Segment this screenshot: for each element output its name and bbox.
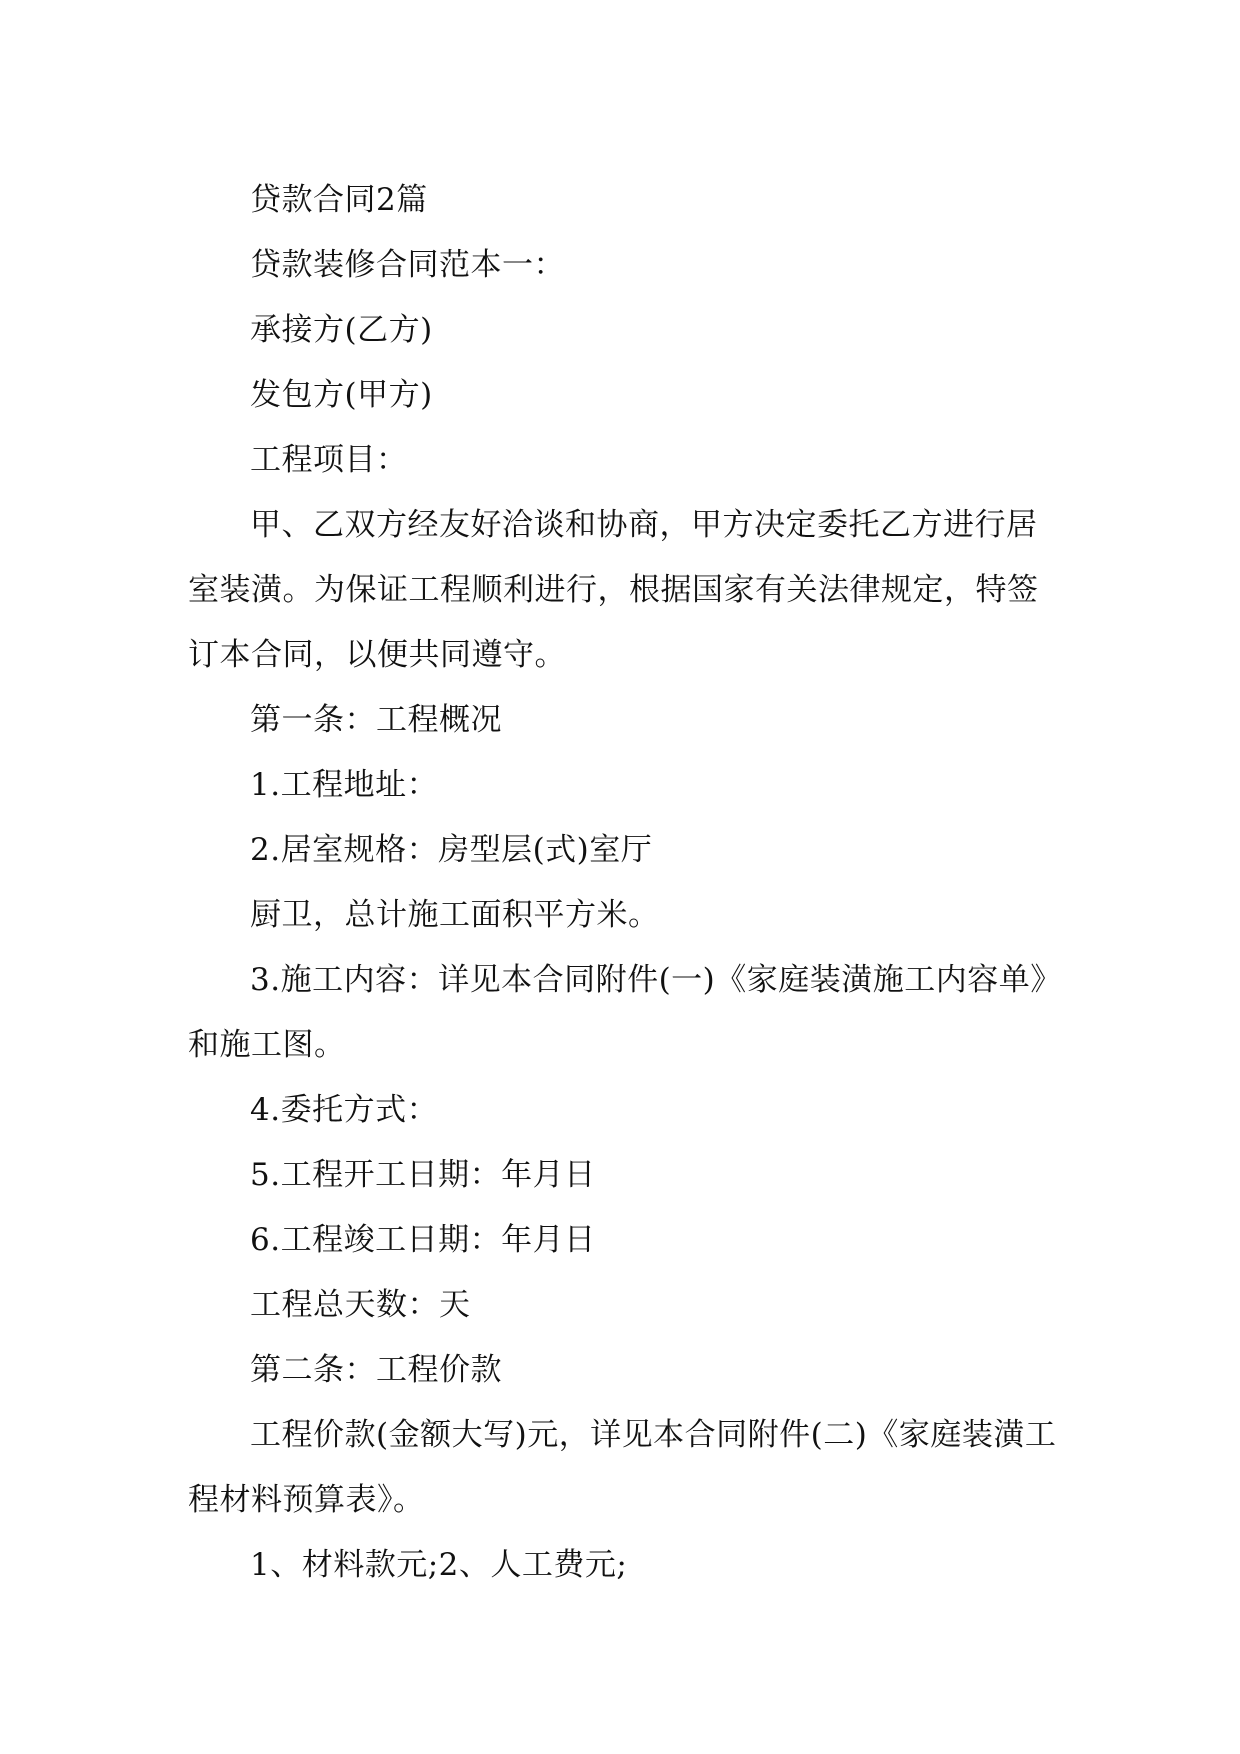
project-price-paragraph: 工程价款(金额大写)元，详见本合同附件(二)《家庭装潢工程材料预算表》。 [188, 1417, 1057, 1518]
item-room-spec: 2.居室规格：房型层(式)室厅 [250, 832, 653, 868]
total-days: 工程总天数：天 [250, 1287, 471, 1323]
contract-subtitle: 贷款装修合同范本一： [250, 247, 565, 283]
article-two-heading: 第二条：工程价款 [250, 1352, 502, 1388]
item-commission-method: 4.委托方式： [250, 1092, 439, 1128]
item-room-spec-continued: 厨卫，总计施工面积平方米。 [250, 897, 660, 933]
party-b-line: 承接方(乙方) [250, 312, 433, 348]
document-title: 贷款合同2篇 [250, 182, 428, 218]
cost-items: 1、材料款元;2、人工费元; [250, 1547, 628, 1583]
intro-paragraph: 甲、乙双方经友好洽谈和协商，甲方决定委托乙方进行居室装潢。为保证工程顺利进行，根据国家有关法律规定，特签订本合同，以便共同遵守。 [188, 507, 1039, 673]
project-line: 工程项目： [250, 442, 408, 478]
document-page [188, 168, 1060, 1598]
item-address: 1.工程地址： [250, 767, 439, 803]
item-completion-date: 6.工程竣工日期：年月日 [250, 1222, 596, 1258]
party-a-line: 发包方(甲方) [250, 377, 433, 413]
item-start-date: 5.工程开工日期：年月日 [250, 1157, 596, 1193]
article-one-heading: 第一条：工程概况 [250, 702, 502, 738]
item-construction-content: 3.施工内容：详见本合同附件(一)《家庭装潢施工内容单》和施工图。 [188, 962, 1047, 1063]
